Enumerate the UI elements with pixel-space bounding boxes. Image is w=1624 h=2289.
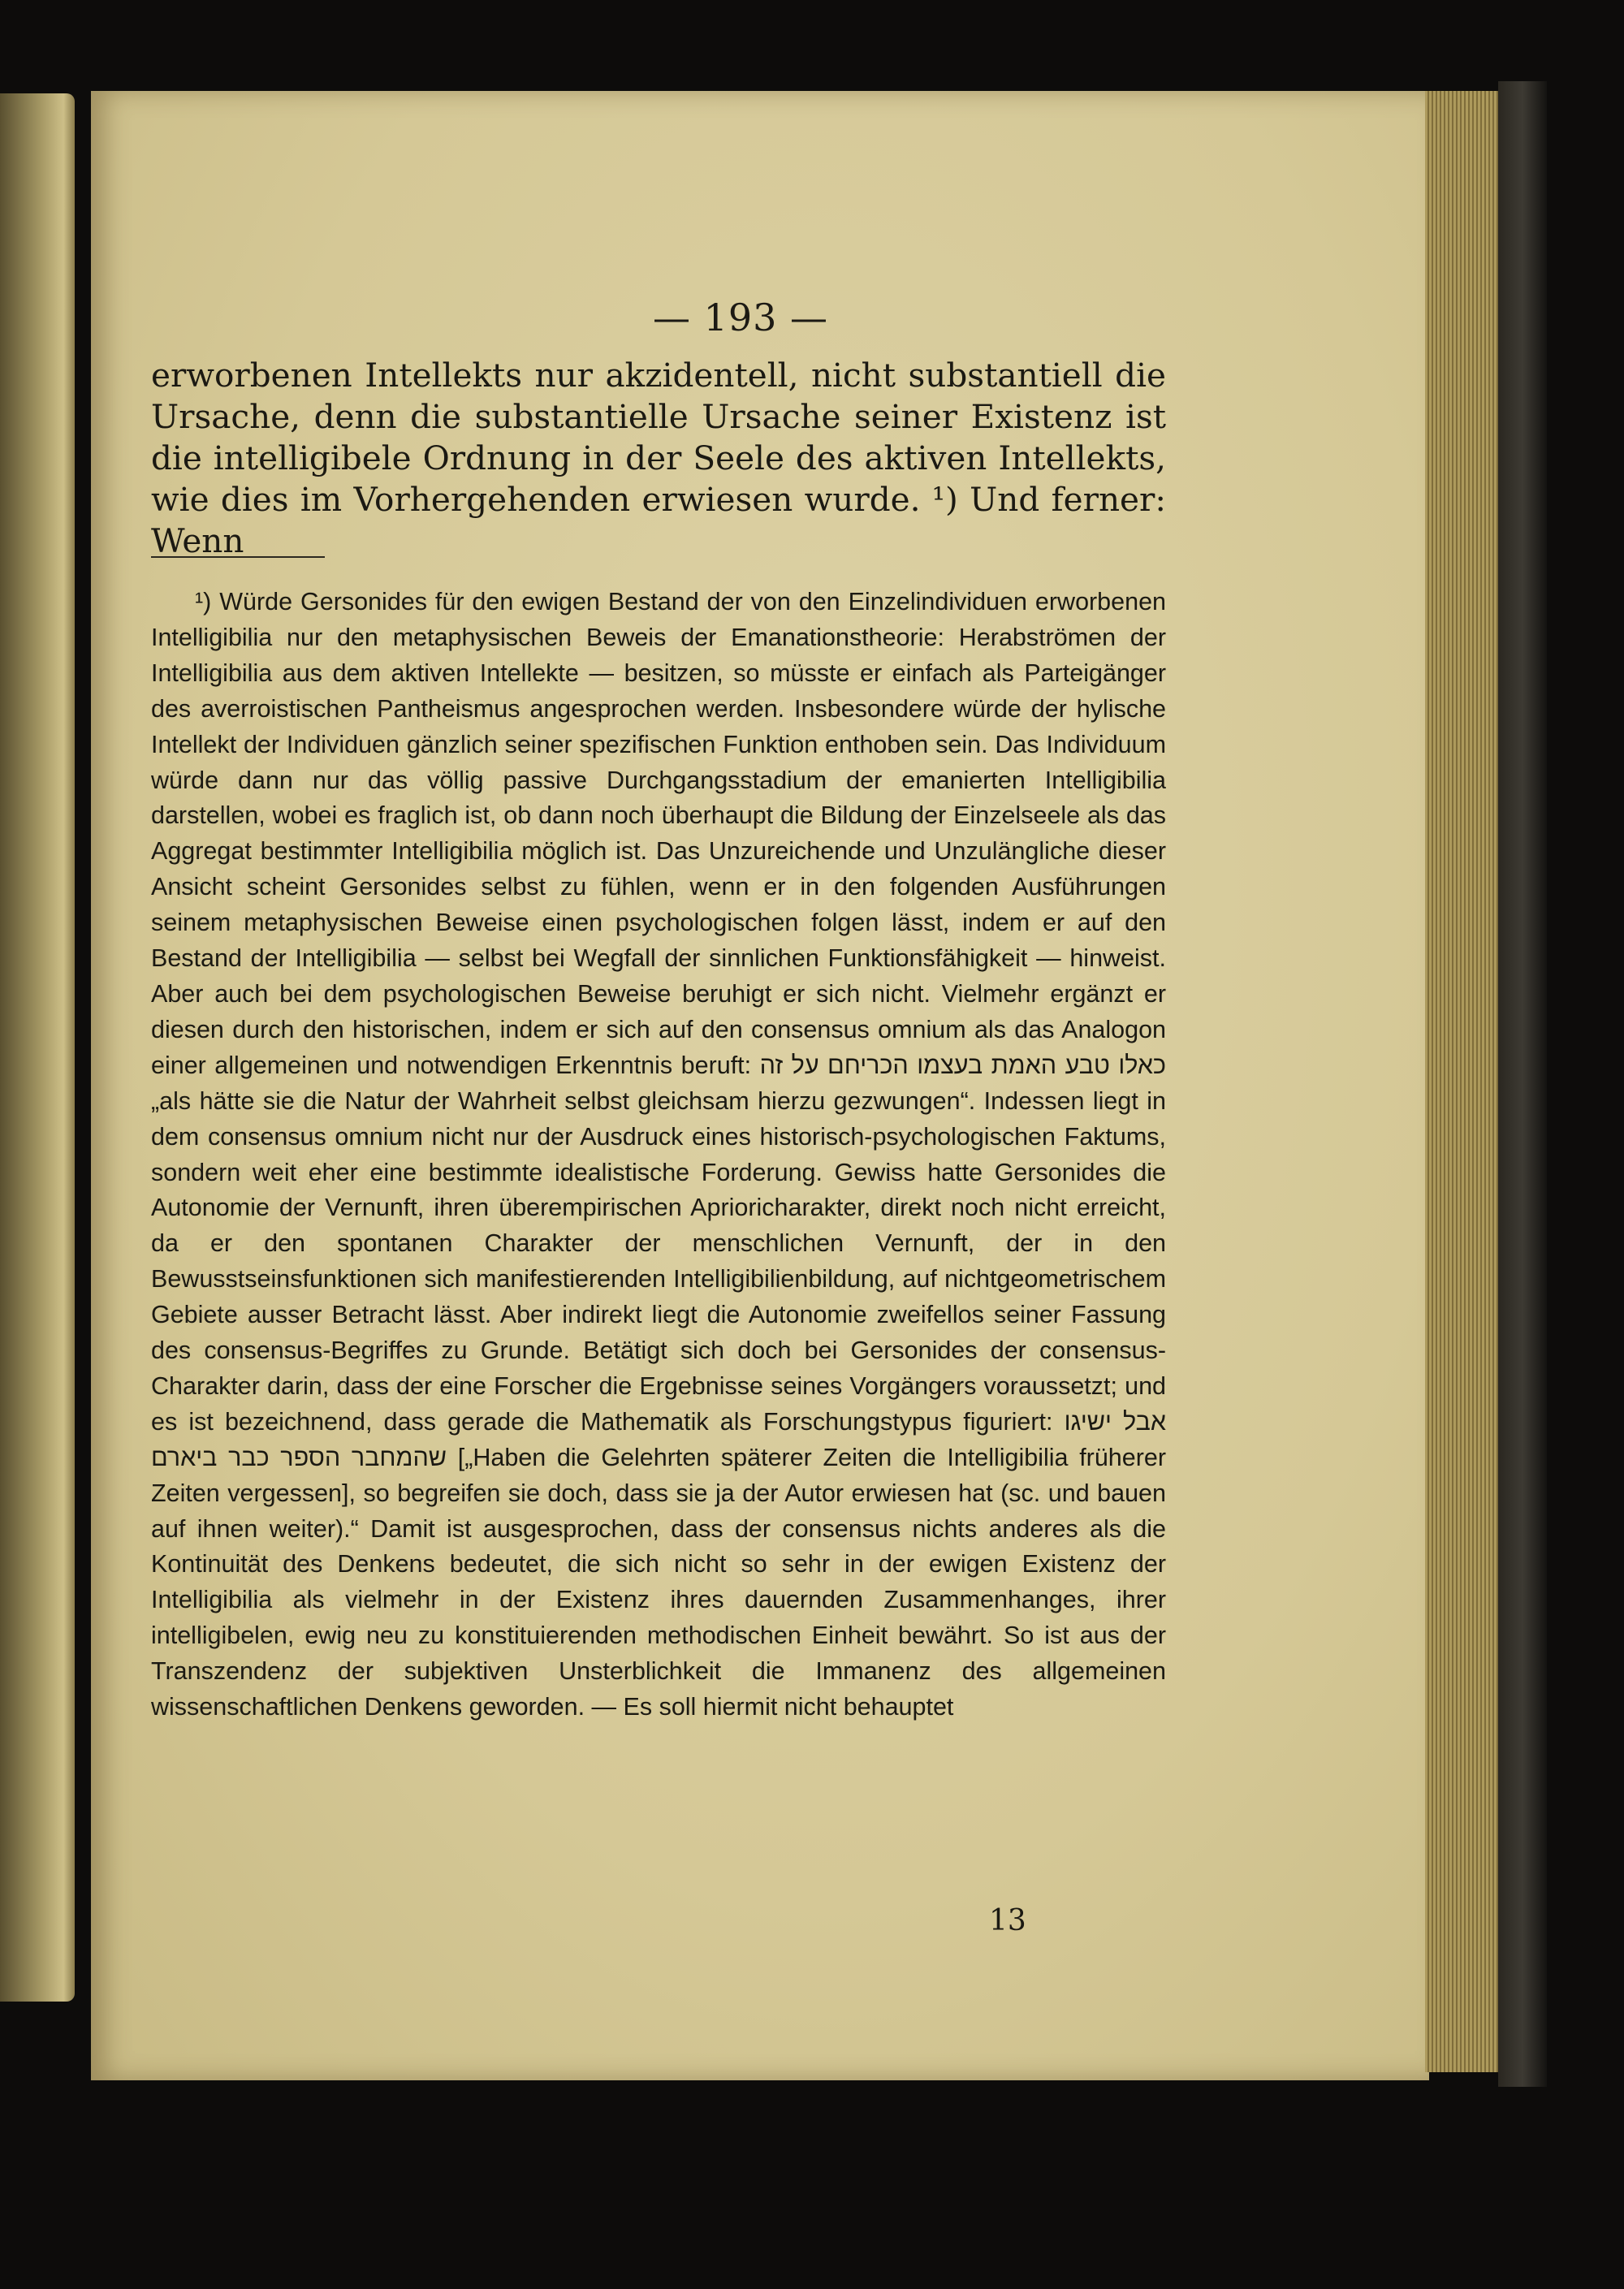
hebrew-quote-1: כאלו טבע האמת בעצמו הכריחם על זה [759, 1051, 1166, 1079]
page-block-edges [1425, 91, 1502, 2072]
signature-mark: 13 [989, 1904, 1026, 1937]
footnote-text-1: Würde Gersonides für den ewigen Bestand der von den Einzelindividuen erworbenen Intelligibilia nur den metaphysischen Beweis der Emanationstheorie: Herabströmen der Intelligibilia aus dem aktiven Intellekte — besitzen, so müsste er einfach als Parteigänger des averroistischen Pantheismus angesprochen werden. Insbesondere würde der hylische Intellekt der Individuen gänzlich seiner spezifischen Funktion enthoben sein. Das Individuum würde dann nur das völlig passive Durchgangsstadium der emanierten Intelligibilia darstellen, wobei es fraglich ist, ob dann noch überhaupt die Bildung der Einzelseele als das Aggregat bestimmter Intelligibilia möglich ist. Das Unzureichende und Unzulängliche dieser Ansicht scheint Gersonides selbst zu fühlen, wenn er in den folgenden Ausführungen seinem metaphysischen Beweise einen psychologischen folgen lässt, indem er auf den Bestand der Intelligibilia — selbst bei Wegfall der sinnlichen Funktionsfähigkeit — hinweist. Aber auch bei dem psychologischen Beweise beruhigt er sich nicht. Vielmehr ergänzt er diesen durch den historischen, indem er sich auf den consensus omnium als das Analogon einer allgemeinen und notwendigen Erkenntnis beruft: [151, 588, 1166, 1079]
footnote-paragraph [151, 585, 1166, 1725]
footnote-block [151, 585, 1166, 1725]
footnote-text-3: [„Haben die Gelehrten späterer Zeiten die Intelligibilia früherer Zeiten vergessen], so begreifen sie doch, dass sie ja der Autor erwiesen hat (sc. und bauen auf ihnen weiter).“ Damit ist ausgesprochen, dass der consensus nichts anderes als die Kontinuität des Denkens bedeutet, die sich nicht so sehr in der ewigen Existenz der Intelligibilia als vielmehr in der Existenz ihres dauernden Zusammenhanges, ihrer intelligibelen, ewig neu zu konstituierenden methodischen Einheit bewährt. So ist aus der Transzendenz der subjektiven Unsterblichkeit die Immanenz des allgemeinen wissenschaftlichen Denkens geworden. — Es soll hiermit nicht behauptet [151, 1443, 1166, 1721]
main-text-paragraph: erworbenen Intellekts nur akzidentell, nicht substantiell die Ursache, denn die substantielle Ursache seiner Existenz ist die intelligibele Ordnung in der Seele des aktiven Intellekts, wie dies im Vorhergehenden erwiesen wurde. ¹) Und ferner: Wenn [151, 356, 1166, 560]
left-page-edge [0, 93, 75, 2002]
footnote-separator [151, 556, 325, 558]
footnote-text-2: „als hätte sie die Natur der Wahrheit selbst gleichsam hierzu gezwungen“. Indessen liegt in dem consensus omnium nicht nur der Ausdruck eines historisch-psychologischen Faktums, sondern weit eher eine bestimmte idealistische Forderung. Gewiss hatte Gersonides die Autonomie der Vernunft, ihren überempirischen Aprioricharakter, direkt noch nicht erreicht, da er den spontanen Charakter der menschlichen Vernunft, der in den Bewusstseinsfunktionen sich manifestierenden Intelligibilienbildung, auf nichtgeometrischem Gebiete ausser Betracht lässt. Aber indirekt liegt die Autonomie zweifellos seiner Fassung des consensus-Begriffes zu Grunde. Betätigt sich doch bei Gersonides der consensus-Charakter darin, dass der eine Forscher die Ergebnisse seines Vorgängers voraussetzt; und es ist bezeichnend, dass gerade die Mathematik als Forschungstypus figuriert: [151, 1086, 1166, 1436]
page-number: — 193 — [652, 296, 829, 339]
book-spine [1498, 81, 1547, 2087]
hebrew-quote-2: אבל ישיגו שהמחבר הספר כבר ביארם [151, 1407, 1166, 1471]
footnote-marker: ¹) [195, 588, 212, 615]
